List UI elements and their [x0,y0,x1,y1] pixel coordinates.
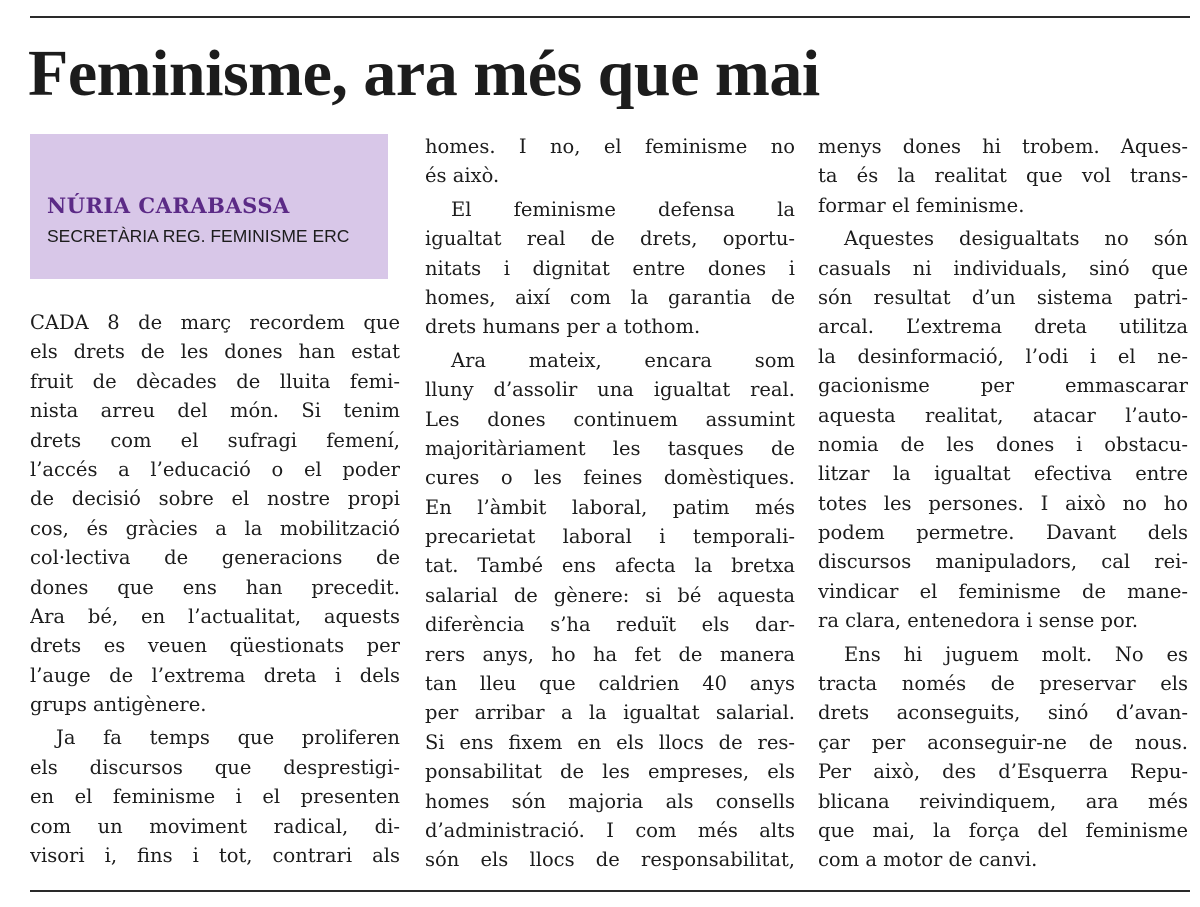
article-paragraph [818,224,1188,635]
text-line: casuals ni individuals, sinó que [818,256,1188,280]
text-line: per arribar a la igualtat salarial. [425,701,795,725]
text-line: Ara mateix, encara som [451,348,795,372]
article-column-2 [425,132,795,875]
article-paragraph [818,132,1188,220]
text-line: tan lleu que caldrien 40 anys [425,672,795,696]
text-line: majoritàriament les tasques de [425,436,795,460]
text-line: lluny d’assolir una igualtat real. [425,378,795,402]
article-paragraph [30,308,400,719]
text-line: cures o les feines domèstiques. [425,466,795,490]
article-paragraph [425,132,795,191]
text-line: drets humans per a tothom. [425,315,701,339]
text-line: nista arreu del món. Si tenim [30,399,400,423]
article-paragraph [30,723,400,870]
text-line: formar el feminisme. [818,193,1025,217]
byline-box [30,134,388,279]
text-line: podem permetre. Davant dels [818,521,1188,545]
text-line: fruit de dècades de lluita femi- [30,369,400,393]
text-line: nomia de les dones i obstacu- [818,432,1188,456]
text-line: aquesta realitat, atacar l’auto- [818,403,1188,427]
text-line: blicana reivindiquem, ara més [818,789,1188,813]
text-line: CADA 8 de març recordem que [30,311,400,334]
text-line: visori i, fins i tot, contrari als [30,844,400,868]
text-line: menys dones hi trobem. Aques- [818,135,1188,158]
text-line: homes. I no, el feminisme no [425,135,795,158]
text-line: com a motor de canvi. [818,848,1038,872]
text-line: totes les persones. I això no ho [818,491,1188,515]
text-line: homes són majoria als consells [425,789,795,813]
text-line: tat. També ens afecta la bretxa [425,554,795,578]
text-line: drets aconseguits, sinó d’avan- [818,701,1188,725]
text-line: Les dones continuem assumint [425,407,795,431]
text-line: tracta només de preservar els [818,672,1188,696]
text-line: rers anys, ho ha fet de manera [425,642,795,666]
text-line: són els llocs de responsabilitat, [425,848,795,872]
author-name: NÚRIA CARABASSA [47,193,290,218]
headline: Feminisme, ara més que mai [28,37,820,110]
text-line: que mai, la força del feminisme [818,818,1188,842]
text-line: l’accés a l’educació o el poder [30,457,400,481]
text-line: d’administració. I com més alts [425,818,795,842]
text-line: nitats i dignitat entre dones i [425,256,795,280]
text-line: en el feminisme i el presenten [30,785,400,809]
text-line: ta és la realitat que vol trans- [818,164,1188,188]
text-line: vindicar el feminisme de mane- [818,579,1188,603]
text-line: de decisió sobre el nostre propi [30,487,400,511]
article-column-1 [30,308,400,870]
text-line: El feminisme defensa la [451,197,795,221]
text-line: cos, és gràcies a la mobilització [30,516,400,540]
text-line: Si ens fixem en els llocs de res- [425,730,795,754]
author-role: SECRETÀRIA REG. FEMINISME ERC [47,226,350,246]
text-line: gacionisme per emmascarar [818,374,1188,398]
text-line: precarietat laboral i temporali- [425,525,795,549]
text-line: discursos manipuladors, cal rei- [818,550,1188,574]
text-line: Per això, des d’Esquerra Repu- [818,760,1188,784]
text-line: Aquestes desigualtats no són [844,227,1188,251]
bottom-rule [30,890,1190,892]
article-column-3 [818,132,1188,875]
top-rule [30,16,1190,18]
text-line: çar per aconseguir-ne de nous. [818,730,1188,754]
text-line: són resultat d’un sistema patri- [818,285,1188,309]
text-line: igualtat real de drets, oportu- [425,227,795,251]
text-line: Ara bé, en l’actualitat, aquests [30,604,400,628]
text-line: els discursos que desprestigi- [30,755,400,779]
text-line: la desinformació, l’odi i el ne- [818,344,1188,368]
text-line: els drets de les dones han estat [30,340,400,364]
text-line: ra clara, entenedora i sense por. [818,609,1139,633]
text-line: drets es veuen qüestionats per [30,634,400,658]
text-line: En l’àmbit laboral, patim més [425,495,795,519]
text-line: l’auge de l’extrema dreta i dels [30,663,400,687]
article-paragraph [425,195,795,342]
text-line: homes, així com la garantia de [425,285,795,309]
text-line: diferència s’ha reduït els dar- [425,613,795,637]
text-line: Ja fa temps que proliferen [56,726,400,750]
text-line: grups antigènere. [30,693,207,717]
text-line: col·lectiva de generacions de [30,546,400,570]
text-line: salarial de gènere: si bé aquesta [425,583,795,607]
text-line: litzar la igualtat efectiva entre [818,462,1188,486]
text-line: com un moviment radical, di- [30,814,400,838]
article-paragraph [818,640,1188,875]
text-line: dones que ens han precedit. [30,575,400,599]
text-line: arcal. L’extrema dreta utilitza [818,315,1188,339]
text-line: Ens hi juguem molt. No es [844,642,1188,666]
article-paragraph [425,346,795,875]
text-line: és això. [425,164,500,188]
text-line: ponsabilitat de les empreses, els [425,760,795,784]
text-line: drets com el sufragi femení, [30,428,400,452]
